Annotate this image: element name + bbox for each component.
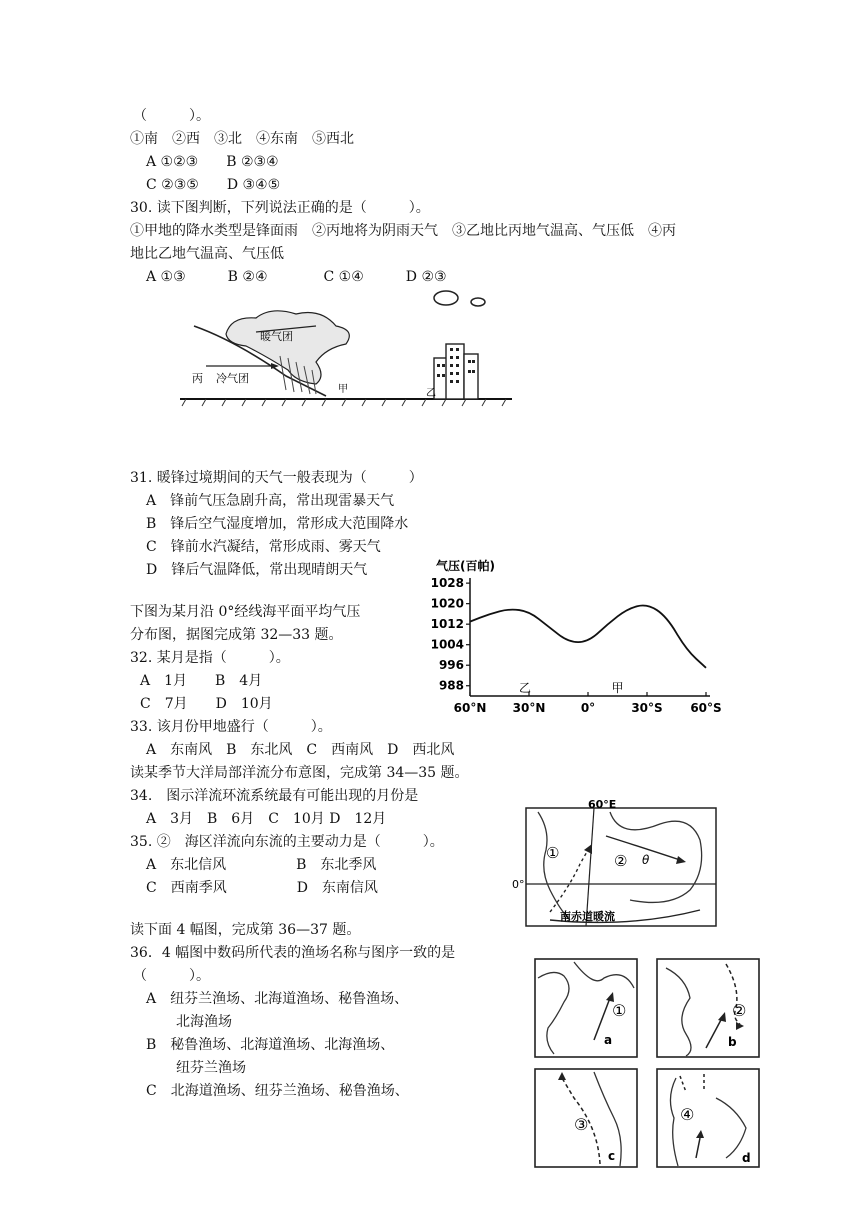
pressure-chart (430, 556, 730, 718)
x-tick-label: 60°N (453, 701, 487, 715)
q36-paren: （ ）。 (133, 968, 210, 984)
q30-statements-2: 地比乙地气温高、气压低 (130, 246, 284, 262)
map-3-letter: c (608, 1149, 616, 1163)
y-tick-label: 1012 (430, 617, 464, 632)
x-tick-label: 0° (580, 701, 596, 715)
q33-stem: 33. 该月份甲地盛行（ ）。 (130, 719, 332, 735)
q31-stem: 31. 暖锋过境期间的天气一般表现为（ ） (130, 470, 423, 486)
q36-option-a-2: 北海渔场 (176, 1014, 232, 1030)
point-label-jia: 甲 (611, 681, 624, 695)
jia-label: 甲 (338, 384, 348, 395)
q31-option-c: C 锋前水汽凝结，常形成雨、雾天气 (146, 539, 381, 555)
q35-choices-cd: C 西南季风 D 东南信风 (146, 880, 378, 896)
warm-air-label: 暖气团 (260, 330, 293, 343)
x-tick-label: 30°N (512, 701, 546, 715)
y-tick-label: 988 (438, 678, 464, 693)
q34-stem: 34. 图示洋流环流系统最有可能出现的月份是 (130, 788, 419, 804)
q31-option-d: D 锋后气温降低，常出现晴朗天气 (146, 562, 368, 578)
fishery-map-2 (656, 958, 760, 1058)
q29-choices-cd: C ②③⑤ D ③④⑤ (146, 177, 281, 193)
x-tick-label: 30°S (631, 701, 663, 715)
x-tick-label: 60°S (690, 701, 722, 715)
zone-1-label: ① (546, 844, 560, 862)
pressure-series-line (470, 605, 706, 667)
q36-option-a-1: A 纽芬兰渔场、北海道渔场、秘鲁渔场、 (146, 991, 409, 1007)
q34-choices: A 3月 B 6月 C 10月 D 12月 (146, 811, 387, 827)
cloud-icon (434, 291, 458, 305)
q32-stem: 32. 某月是指（ ）。 (130, 650, 290, 666)
intro-32-33-line1: 下图为某月沿 0°经线海平面平均气压 (130, 604, 361, 620)
ocean-current-map (510, 800, 722, 938)
fishery-map-1 (534, 958, 638, 1058)
q36-option-c-1: C 北海道渔场、纽芬兰渔场、秘鲁渔场、 (146, 1083, 409, 1099)
yi-label: 乙 (426, 388, 436, 399)
intro-36-37: 读下面 4 幅图，完成第 36—37 题。 (130, 922, 361, 938)
q31-option-b: B 锋后空气湿度增加，常形成大范围降水 (146, 516, 409, 532)
current-label: 南赤道暖流 (560, 910, 615, 923)
map-1-letter: a (604, 1033, 613, 1047)
q30-stem: 30. 读下图判断，下列说法正确的是（ ）。 (130, 200, 430, 216)
cold-air-label: 冷气团 (216, 372, 249, 385)
map-4-letter: d (742, 1151, 751, 1165)
map-1-number: ① (612, 1001, 627, 1020)
q33-choices: A 东南风 B 东北风 C 西南风 D 西北风 (146, 742, 455, 758)
q36-option-b-1: B 秘鲁渔场、北海道渔场、北海渔场、 (146, 1037, 395, 1053)
theta-label: θ (642, 853, 650, 867)
map-4-number: ④ (680, 1105, 695, 1124)
q29-paren: （ ）。 (133, 108, 210, 124)
front-diagram (176, 286, 516, 410)
y-tick-label: 1020 (430, 596, 464, 611)
equator-label: 0° (512, 878, 525, 891)
point-label-yi: 乙 (519, 681, 532, 695)
meridian-label: 60°E (588, 800, 617, 811)
map-2-letter: b (728, 1035, 737, 1049)
map-2-number: ② (732, 1001, 747, 1020)
bing-label: 丙 (192, 372, 203, 385)
y-tick-label: 1004 (430, 637, 464, 652)
q29-options: ①南 ②西 ③北 ④东南 ⑤西北 (130, 131, 354, 147)
y-tick-label: 996 (438, 658, 464, 673)
q32-choices-cd: C 7月 D 10月 (140, 696, 273, 712)
q35-choices-ab: A 东北信风 B 东北季风 (146, 857, 377, 873)
fishery-map-3 (534, 1068, 638, 1168)
q36-option-b-2: 纽芬兰渔场 (176, 1060, 246, 1076)
cloud-icon (471, 298, 485, 306)
q30-choices: A ①③ B ②④ C ①④ D ②③ (146, 269, 447, 285)
intro-34-35: 读某季节大洋局部洋流分布意图，完成第 34—35 题。 (130, 765, 469, 781)
fishery-map-4 (656, 1068, 760, 1168)
q32-choices-ab: A 1月 B 4月 (140, 673, 263, 689)
intro-32-33-line2: 分布图，据图完成第 32—33 题。 (130, 627, 343, 643)
q31-option-a: A 锋前气压急剧升高，常出现雷暴天气 (146, 493, 395, 509)
chart-ylabel: 气压(百帕) (436, 559, 495, 573)
q29-choices-ab: A ①②③ B ②③④ (146, 154, 279, 170)
q35-stem: 35. ② 海区洋流向东流的主要动力是（ ）。 (130, 834, 444, 850)
zone-2-label: ② (614, 852, 628, 870)
y-tick-label: 1028 (430, 576, 464, 591)
q30-statements-1: ①甲地的降水类型是锋面雨 ②丙地将为阴雨天气 ③乙地比丙地气温高、气压低 ④丙 (130, 223, 676, 239)
buildings (434, 344, 478, 399)
q36-stem: 36．4 幅图中数码所代表的渔场名称与图序一致的是 (130, 945, 456, 961)
map-3-number: ③ (574, 1115, 589, 1134)
